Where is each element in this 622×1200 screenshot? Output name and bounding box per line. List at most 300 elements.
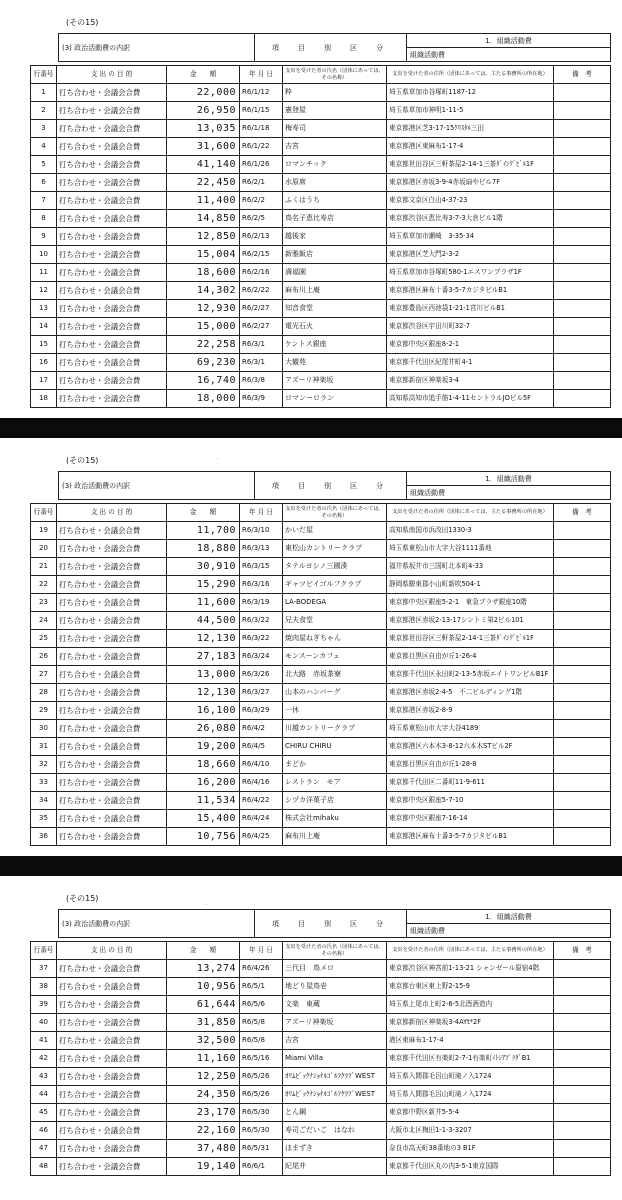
table-row [31,372,611,390]
amount-cell: 11,700 [167,522,240,540]
amount-cell: 18,600 [167,264,240,282]
date-cell: R6/1/12 [240,84,283,102]
row-number: 12 [31,282,57,300]
purpose-cell: 打ち合わせ・会議会合費 [57,540,167,558]
purpose-cell: 打ち合わせ・会議会合費 [57,522,167,540]
date-cell: R6/5/26 [240,1068,283,1086]
remarks-cell [554,372,611,390]
amount-cell: 18,880 [167,540,240,558]
table-row [31,612,611,630]
recipient-address-cell: 東京都港区東麻布1-17-4 [387,138,554,156]
row-number: 38 [31,978,57,996]
date-cell: R6/2/13 [240,228,283,246]
date-cell: R6/4/25 [240,828,283,846]
row-number: 29 [31,702,57,720]
recipient-address-cell: 埼玉県入間郡毛呂山町滝ノ入1724 [387,1086,554,1104]
amount-cell: 22,160 [167,1122,240,1140]
recipient-address-cell: 静岡県駿東郡小山町新吹504-1 [387,576,554,594]
amount-cell: 61,644 [167,996,240,1014]
remarks-cell [554,720,611,738]
recipient-name-cell: 満福園 [283,264,387,282]
date-cell: R6/4/2 [240,720,283,738]
subcategory: 組織活動費 [407,486,611,500]
remarks-cell [554,336,611,354]
amount-cell: 26,950 [167,102,240,120]
row-number: 33 [31,774,57,792]
recipient-address-cell: 東京都港区六本木3-8-12六本木STビル2F [387,738,554,756]
purpose-cell: 打ち合わせ・会議会合費 [57,84,167,102]
recipient-name-cell: 株式会社mihaku [283,810,387,828]
row-number: 20 [31,540,57,558]
remarks-cell [554,84,611,102]
purpose-cell: 打ち合わせ・会議会合費 [57,702,167,720]
remarks-cell [554,1050,611,1068]
table-row [31,1068,611,1086]
date-cell: R6/6/1 [240,1158,283,1176]
table-row [31,228,611,246]
row-number: 42 [31,1050,57,1068]
recipient-name-cell: 三代目 鳥メロ [283,960,387,978]
row-number: 1 [31,84,57,102]
recipient-name-cell: 電光石火 [283,318,387,336]
date-cell: R6/4/24 [240,810,283,828]
amount-cell: 13,274 [167,960,240,978]
recipient-name-cell: 川越カントリークラブ [283,720,387,738]
row-number: 15 [31,336,57,354]
table-row [31,774,611,792]
amount-cell: 10,756 [167,828,240,846]
amount-cell: 10,956 [167,978,240,996]
table-row [31,264,611,282]
remarks-cell [554,1014,611,1032]
recipient-name-cell: 一休 [283,702,387,720]
date-cell: R6/4/10 [240,756,283,774]
purpose-cell: 打ち合わせ・会議会合費 [57,1050,167,1068]
expense-table [30,503,611,846]
recipient-name-cell: 焼肉屋ねぎちゃん [283,630,387,648]
purpose-cell: 打ち合わせ・会議会合費 [57,264,167,282]
table-row [31,210,611,228]
row-number: 37 [31,960,57,978]
section-header [58,471,611,500]
row-number: 10 [31,246,57,264]
purpose-cell: 打ち合わせ・会議会合費 [57,282,167,300]
amount-cell: 11,400 [167,192,240,210]
date-cell: R6/4/26 [240,960,283,978]
recipient-name-cell: アズーリ神楽坂 [283,1014,387,1032]
expense-table [30,65,611,408]
amount-cell: 11,534 [167,792,240,810]
recipient-name-cell: 越後家 [283,228,387,246]
date-cell: R6/3/16 [240,576,283,594]
row-number: 17 [31,372,57,390]
remarks-cell [554,960,611,978]
row-number: 35 [31,810,57,828]
purpose-cell: 打ち合わせ・会議会合費 [57,1140,167,1158]
header-amount: 金 額 [167,504,240,522]
table-row [31,810,611,828]
table-row [31,336,611,354]
amount-cell: 12,250 [167,1068,240,1086]
recipient-name-cell: 梅寿司 [283,120,387,138]
table-row [31,702,611,720]
table-row [31,390,611,408]
recipient-address-cell: 東京都豊島区西池袋1-21-1宮川ビルB1 [387,300,554,318]
purpose-cell: 打ち合わせ・会議会合費 [57,102,167,120]
recipient-address-cell: 大阪市北区梅田1-1-3-3207 [387,1122,554,1140]
recipient-address-cell: 東京都中央区銀座5-2-1 東急プラザ銀座10階 [387,594,554,612]
date-cell: R6/3/8 [240,372,283,390]
remarks-cell [554,282,611,300]
amount-cell: 13,035 [167,120,240,138]
amount-cell: 22,258 [167,336,240,354]
purpose-cell: 打ち合わせ・会議会合費 [57,978,167,996]
table-row [31,630,611,648]
header-recipient-name: 支出を受けた者の氏名（団体にあっては、その名称） [283,504,387,522]
amount-cell: 11,600 [167,594,240,612]
recipient-name-cell: 紀尾井 [283,1158,387,1176]
header-recipient-name: 支出を受けた者の氏名（団体にあっては、その名称） [283,66,387,84]
table-row [31,666,611,684]
date-cell: R6/3/13 [240,540,283,558]
table-row [31,354,611,372]
remarks-cell [554,756,611,774]
table-row [31,192,611,210]
table-row [31,522,611,540]
table-row [31,246,611,264]
purpose-cell: 打ち合わせ・会議会合費 [57,630,167,648]
recipient-name-cell: 吉宮 [283,138,387,156]
header-date: 年 月 日 [240,66,283,84]
amount-cell: 14,302 [167,282,240,300]
header-recipient-address: 支出を受けた者の住所（団体にあっては、主たる事務所の所在地） [387,66,554,84]
date-cell: R6/5/8 [240,1032,283,1050]
recipient-address-cell: 福井県坂井市三国町北本町4-33 [387,558,554,576]
ledger-sheet [0,438,622,856]
header-date: 年 月 日 [240,942,283,960]
table-row [31,1032,611,1050]
recipient-name-cell: ロマンーロラン [283,390,387,408]
table-header-row [31,504,611,522]
category-value: 1．組織活動費 [407,472,611,486]
recipient-name-cell: LA-BODEGA [283,594,387,612]
recipient-name-cell: ほまずき [283,1140,387,1158]
remarks-cell [554,612,611,630]
table-row [31,1086,611,1104]
purpose-cell: 打ち合わせ・会議会合費 [57,1086,167,1104]
purpose-cell: 打ち合わせ・会議会合費 [57,666,167,684]
section-title: (3) 政治活動費の内訳 [59,34,255,62]
row-number: 25 [31,630,57,648]
table-row [31,300,611,318]
recipient-name-cell: モンスーンカフェ [283,648,387,666]
purpose-cell: 打ち合わせ・会議会合費 [57,138,167,156]
date-cell: R6/5/16 [240,1050,283,1068]
remarks-cell [554,684,611,702]
sheet-number: (その15) [66,456,99,465]
table-row [31,1158,611,1176]
recipient-address-cell: 東京都中央区銀座8-2-1 [387,336,554,354]
amount-cell: 12,930 [167,300,240,318]
table-row [31,1104,611,1122]
row-number: 7 [31,192,57,210]
date-cell: R6/2/22 [240,282,283,300]
recipient-name-cell: かいだ屋 [283,522,387,540]
table-row [31,996,611,1014]
recipient-address-cell: 埼玉県東松山市大字大谷1111番地 [387,540,554,558]
amount-cell: 19,200 [167,738,240,756]
remarks-cell [554,996,611,1014]
purpose-cell: 打ち合わせ・会議会合費 [57,996,167,1014]
table-row [31,720,611,738]
purpose-cell: 打ち合わせ・会議会合費 [57,1014,167,1032]
date-cell: R6/5/26 [240,1086,283,1104]
subcategory: 組織活動費 [407,924,611,938]
amount-cell: 30,910 [167,558,240,576]
recipient-address-cell: 埼玉県草加市神明1-11-5 [387,102,554,120]
date-cell: R6/3/15 [240,558,283,576]
recipient-address-cell: 東京都渋谷区神宮前1-13-21 シャンゼール原宿4階 [387,960,554,978]
amount-cell: 22,000 [167,84,240,102]
recipient-address-cell: 東京都港区赤坂2-13-17シントミ第2ビル101 [387,612,554,630]
purpose-cell: 打ち合わせ・会議会合費 [57,354,167,372]
recipient-address-cell: 埼玉県草加市谷塚町1187-12 [387,84,554,102]
recipient-address-cell: 埼玉県草加市瀬崎 3-35-34 [387,228,554,246]
date-cell: R6/1/26 [240,156,283,174]
purpose-cell: 打ち合わせ・会議会合費 [57,576,167,594]
recipient-address-cell: 東京都千代田区丸の内3-5-1東京国際 [387,1158,554,1176]
remarks-cell [554,264,611,282]
header-remarks: 備 考 [554,942,611,960]
header-recipient-name: 支出を受けた者の氏名（団体にあっては、その名称） [283,942,387,960]
date-cell: R6/2/27 [240,300,283,318]
recipient-address-cell: 東京都港区麻布十番3-5-7カジタビルB1 [387,828,554,846]
amount-cell: 24,350 [167,1086,240,1104]
purpose-cell: 打ち合わせ・会議会合費 [57,318,167,336]
remarks-cell [554,792,611,810]
recipient-name-cell: 大観苑 [283,354,387,372]
row-number: 18 [31,390,57,408]
recipient-name-cell: 粋 [283,84,387,102]
recipient-address-cell: 東京都渋谷区宇田川町32-7 [387,318,554,336]
date-cell: R6/5/30 [240,1104,283,1122]
purpose-cell: 打ち合わせ・会議会合費 [57,612,167,630]
recipient-name-cell: アズーリ神楽坂 [283,372,387,390]
purpose-cell: 打ち合わせ・会議会合費 [57,720,167,738]
purpose-cell: 打ち合わせ・会議会合費 [57,1068,167,1086]
remarks-cell [554,1104,611,1122]
remarks-cell [554,738,611,756]
recipient-name-cell: CHIRU CHIRU [283,738,387,756]
row-number: 27 [31,666,57,684]
table-row [31,828,611,846]
date-cell: R6/5/1 [240,978,283,996]
purpose-cell: 打ち合わせ・会議会合費 [57,210,167,228]
recipient-name-cell: 知音食堂 [283,300,387,318]
amount-cell: 11,160 [167,1050,240,1068]
divider-band-1 [0,418,622,438]
table-row [31,594,611,612]
recipient-address-cell: 東京都世田谷区三軒茶屋2-14-1三茶ﾀﾞｲﾝｸﾞﾋﾞﾙ1F [387,156,554,174]
row-number: 21 [31,558,57,576]
scan-speck: · [205,902,207,909]
sheet-number: (その15) [66,18,99,27]
remarks-cell [554,522,611,540]
section-title: (3) 政治活動費の内訳 [59,472,255,500]
recipient-name-cell: 麻布川上庵 [283,828,387,846]
recipient-name-cell: 憲登屋 [283,102,387,120]
remarks-cell [554,576,611,594]
date-cell: R6/3/24 [240,648,283,666]
recipient-address-cell: 東京都新宿区神楽坂3-4AYt*2F [387,1014,554,1032]
header-date: 年 月 日 [240,504,283,522]
row-number: 41 [31,1032,57,1050]
remarks-cell [554,978,611,996]
row-number: 36 [31,828,57,846]
table-header-row [31,66,611,84]
amount-cell: 18,660 [167,756,240,774]
amount-cell: 12,850 [167,228,240,246]
recipient-name-cell: とん鋼 [283,1104,387,1122]
recipient-address-cell: 港区東麻布1-17-4 [387,1032,554,1050]
recipient-name-cell: 山本のハンバーグ [283,684,387,702]
row-number: 9 [31,228,57,246]
recipient-address-cell: 高知県南国市浜改田1330-3 [387,522,554,540]
row-number: 6 [31,174,57,192]
purpose-cell: 打ち合わせ・会議会合費 [57,246,167,264]
remarks-cell [554,174,611,192]
remarks-cell [554,630,611,648]
header-row-number: 行番号 [31,504,57,522]
amount-cell: 16,200 [167,774,240,792]
recipient-name-cell: 水原席 [283,174,387,192]
purpose-cell: 打ち合わせ・会議会合費 [57,372,167,390]
table-row [31,684,611,702]
scan-speck: · [217,456,219,463]
row-number: 3 [31,120,57,138]
amount-cell: 15,004 [167,246,240,264]
amount-cell: 12,130 [167,684,240,702]
remarks-cell [554,1086,611,1104]
amount-cell: 12,130 [167,630,240,648]
recipient-address-cell: 東京都港区芝3-17-15ｸﾘｽﾀﾙ三田 [387,120,554,138]
recipient-name-cell: ｵﾘﾑﾋﾟｯｸﾅｼｮﾅﾙｺﾞﾙﾌｸﾗﾌﾞWEST [283,1068,387,1086]
table-row [31,792,611,810]
recipient-name-cell: レストラン モア [283,774,387,792]
date-cell: R6/3/29 [240,702,283,720]
row-number: 22 [31,576,57,594]
remarks-cell [554,1158,611,1176]
remarks-cell [554,810,611,828]
remarks-cell [554,828,611,846]
section-header [58,909,611,938]
recipient-address-cell: 東京都港区赤坂3-9-4赤坂扇やビル7F [387,174,554,192]
category-label: 項 目 別 区 分 [255,910,407,938]
row-number: 30 [31,720,57,738]
table-row [31,756,611,774]
purpose-cell: 打ち合わせ・会議会合費 [57,300,167,318]
purpose-cell: 打ち合わせ・会議会合費 [57,174,167,192]
recipient-address-cell: 東京都中央区銀座7-16-14 [387,810,554,828]
recipient-name-cell: ケントス銀座 [283,336,387,354]
category-label: 項 目 別 区 分 [255,34,407,62]
recipient-address-cell: 高知県高知市追手筋1-4-11セントラルJOビル5F [387,390,554,408]
date-cell: R6/2/5 [240,210,283,228]
row-number: 2 [31,102,57,120]
date-cell: R6/5/8 [240,1014,283,1032]
recipient-address-cell: 埼玉県上尾市上町2-6-5北酉酒造内 [387,996,554,1014]
recipient-name-cell: 北大路 赤坂茶寮 [283,666,387,684]
remarks-cell [554,354,611,372]
remarks-cell [554,558,611,576]
purpose-cell: 打ち合わせ・会議会合費 [57,390,167,408]
amount-cell: 15,400 [167,810,240,828]
amount-cell: 16,100 [167,702,240,720]
row-number: 28 [31,684,57,702]
amount-cell: 44,500 [167,612,240,630]
date-cell: R6/2/2 [240,192,283,210]
table-row [31,978,611,996]
date-cell: R6/3/19 [240,594,283,612]
date-cell: R6/4/16 [240,774,283,792]
remarks-cell [554,594,611,612]
row-number: 48 [31,1158,57,1176]
purpose-cell: 打ち合わせ・会議会合費 [57,1104,167,1122]
recipient-address-cell: 東京都目黒区自由が丘1-26-4 [387,648,554,666]
amount-cell: 23,170 [167,1104,240,1122]
recipient-address-cell: 東京都千代田区永田町2-13-5赤坂エイトワンビルB1F [387,666,554,684]
recipient-address-cell: 東京都中央区銀座5-7-10 [387,792,554,810]
category-value: 1．組織活動費 [407,34,611,48]
header-amount: 金 額 [167,66,240,84]
purpose-cell: 打ち合わせ・会議会合費 [57,120,167,138]
date-cell: R6/3/9 [240,390,283,408]
table-row [31,1050,611,1068]
remarks-cell [554,1068,611,1086]
remarks-cell [554,228,611,246]
date-cell: R6/2/27 [240,318,283,336]
table-row [31,558,611,576]
date-cell: R6/3/22 [240,612,283,630]
recipient-address-cell: 東京都港区芝大門2-3-2 [387,246,554,264]
section-title: (3) 政治活動費の内訳 [59,910,255,938]
recipient-name-cell: 兄夫食堂 [283,612,387,630]
row-number: 44 [31,1086,57,1104]
recipient-address-cell: 埼玉県草加市谷塚町580-1エスワンプラザ1F [387,264,554,282]
purpose-cell: 打ち合わせ・会議会合費 [57,228,167,246]
purpose-cell: 打ち合わせ・会議会合費 [57,1122,167,1140]
amount-cell: 41,140 [167,156,240,174]
recipient-name-cell: 東松山カントリークラブ [283,540,387,558]
purpose-cell: 打ち合わせ・会議会合費 [57,756,167,774]
table-row [31,120,611,138]
remarks-cell [554,774,611,792]
recipient-address-cell: 東京都文京区白山4-37-23 [387,192,554,210]
recipient-address-cell: 東京都世田谷区三軒茶屋2-14-1三茶ﾀﾞｲﾝｸﾞﾋﾞﾙ1F [387,630,554,648]
header-row-number: 行番号 [31,66,57,84]
table-row [31,1140,611,1158]
amount-cell: 15,000 [167,318,240,336]
remarks-cell [554,648,611,666]
recipient-name-cell: 吉宮 [283,1032,387,1050]
table-row [31,156,611,174]
table-row [31,738,611,756]
remarks-cell [554,102,611,120]
subcategory: 組織活動費 [407,48,611,62]
table-row [31,1122,611,1140]
table-row [31,960,611,978]
amount-cell: 18,000 [167,390,240,408]
